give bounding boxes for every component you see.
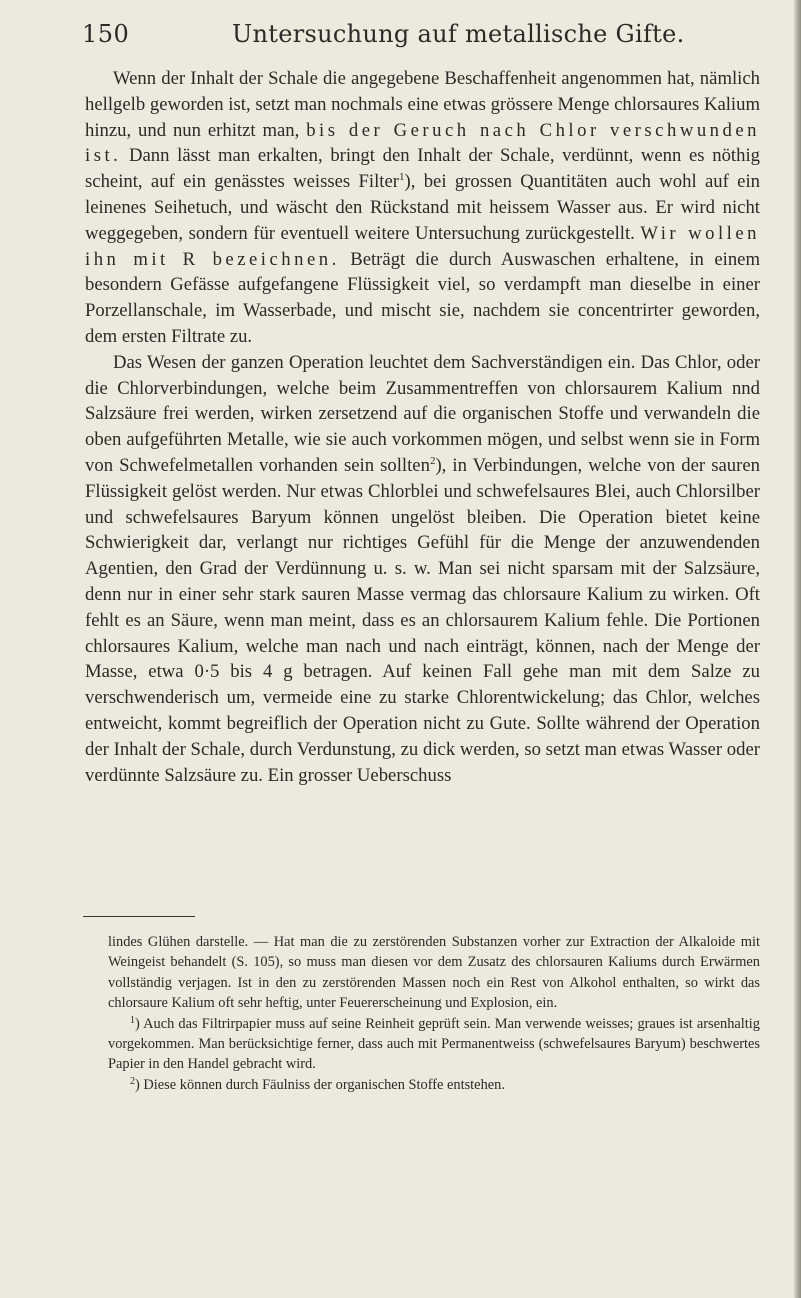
p2-text-a: Das Wesen der ganzen Operation leuchtet dem Sachverständigen ein. Das Chlor, oder die Chlorverbindungen, welche beim Zusammentreffen von chlorsaurem Kalium nnd Salzsäure frei werden, wirken zersetzend auf die organischen Stoffe und verwandeln die oben aufgeführten Metalle, wie sie auch vorkommen mögen, und selbst wenn sie in Form von Schwefelmetallen vorhanden sein sollten	[85, 351, 760, 476]
footnote-1-text: ) Auch das Filtrirpapier muss auf seine Reinheit geprüft sein. Man verwende weisses; graues ist arsenhaltig vorgekommen. Man berücksichtige ferner, dass auch mit Permanentweiss (schwefelsaures Baryum) beschwertes Papier in den Handel gebracht wird.	[108, 1015, 760, 1073]
footnote-ref-2: 2	[429, 454, 436, 467]
p1-spaced-emphasis-1: bis der Geruch nach Chlor verschwunden ist.	[85, 119, 760, 167]
p1-text-a: Wenn der Inhalt der Schale die angegebene Beschaffenheit angenommen hat, nämlich hellgelb geworden ist, setzt man nochmals eine etwas grössere Menge chlorsaures Kalium hinzu, und nun erhitzt man,	[85, 68, 760, 141]
footnote-2-text: ) Diese können durch Fäulniss der organischen Stoffe entstehen.	[135, 1076, 505, 1093]
p1-text-d: Beträgt die durch Auswaschen erhaltene, in einem besondern Gefässe aufgefangene Flüssigkeit viel, so verdampft man dieselbe in einer Porzellanschale, im Wasserbade, und mischt sie, nachdem sie concentrirter geworden, dem ersten Filtrate zu.	[85, 248, 760, 347]
footnote-1	[108, 1014, 760, 1075]
page-number: 150	[82, 20, 130, 48]
paragraph-1	[85, 66, 760, 350]
p2-text-b: ), in Verbindungen, welche von der sauren Flüssigkeit gelöst werden. Nur etwas Chlorblei und schwefelsaures Blei, auch Chlorsilber und schwefelsaures Baryum können ungelöst bleiben. Die Operation bietet keine Schwierigkeit dar, verlangt nur richtiges Gefühl für die Menge der anzuwendenden Agentien, den Grad der Verdünnung u. s. w. Man sei nicht sparsam mit der Salzsäure, denn nur in einer sehr stark sauren Masse vermag das chlorsaure Kalium zu wirken. Oft fehlt es an Säure, wenn man meint, dass es an chlorsaurem Kalium fehle. Die Portionen chlorsaures Kalium, welche man nach und nach einträgt, können, nach der Menge der Masse, etwa 0·5 bis 4 g betragen. Auf keinen Fall gehe man mit dem Salze zu verschwenderisch um, vermeide eine zu starke Chlorentwickelung; das Chlor, welches entweicht, kommt begreiflich der Operation nicht zu Gute. Sollte während der Operation der Inhalt der Schale, durch Verdunstung, zu dick werden, so setzt man etwas Wasser oder verdünnte Salzsäure zu. Ein grosser Ueberschuss	[85, 454, 760, 786]
page-edge-shadow	[794, 0, 801, 1298]
footnotes	[108, 932, 760, 1095]
p1-text-c: ), bei grossen Quantitäten auch wohl auf ein leinenes Seihetuch, und wäscht den Rückstand mit heissem Wasser aus. Er wird nicht weggegeben, sondern für eventuell weitere Untersuchung zurückgestellt.	[85, 171, 760, 244]
running-title: Untersuchung auf metallische Gifte.	[232, 20, 685, 48]
footnote-divider	[83, 916, 195, 917]
footnote-1-mark: 1	[130, 1014, 135, 1026]
footnote-continuation: lindes Glühen darstelle. — Hat man die zu zerstörenden Substanzen vorher zur Extraction der Alkaloide mit Weingeist behandelt (S. 105), so muss man diesen vor dem Zusatz des chlorsauren Kaliums durch Erwärmen vollständig verjagen. Ist in den zu zerstörenden Massen noch ein Rest von Alkohol enthalten, so wirkt das chlorsaure Kalium oft sehr heftig, unter Feuererscheinung und Explosion, ein.	[108, 934, 760, 1012]
page-header	[82, 20, 722, 50]
paragraph-2	[85, 350, 760, 789]
p1-spaced-emphasis-2: Wir wollen ihn mit R bezeichnen.	[85, 222, 760, 270]
footnote-2-mark: 2	[130, 1075, 135, 1087]
main-text	[85, 66, 760, 788]
footnote-ref-1: 1	[399, 171, 405, 184]
p1-text-b: Dann lässt man erkalten, bringt den Inhalt der Schale, verdünnt, wenn es nöthig scheint, auf ein genässtes weisses Filter	[85, 145, 760, 193]
footnote-2	[108, 1075, 760, 1095]
